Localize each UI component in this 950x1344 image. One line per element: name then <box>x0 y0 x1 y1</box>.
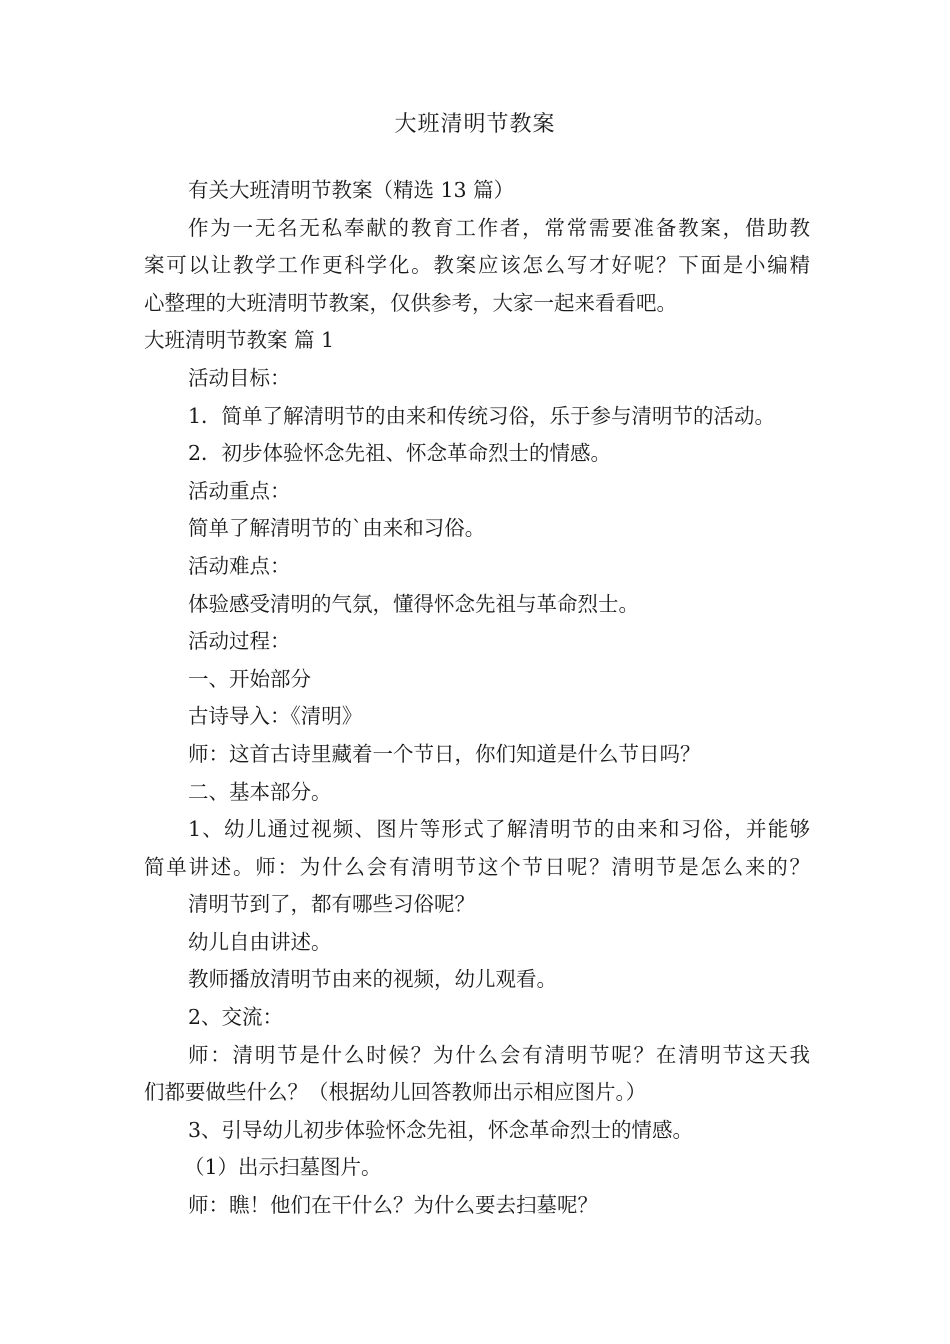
paragraph-line: 师：清明节是什么时候？为什么会有清明节呢？在清明节这天我 <box>188 1042 810 1067</box>
paragraph-line: （1）出示扫墓图片。 <box>184 1155 382 1180</box>
paragraph-line: 古诗导入：《清明》 <box>188 704 363 729</box>
subtitle-line: 有关大班清明节教案（精选 13 篇） <box>188 178 515 202</box>
paragraph-line: 活动难点： <box>188 553 291 578</box>
paragraph-line: 们都要做些什么？（根据幼儿回答教师出示相应图片。） <box>144 1080 647 1105</box>
document-body <box>144 172 810 1225</box>
paragraph-line: 师：这首古诗里藏着一个节日，你们知道是什么节日吗？ <box>188 741 701 766</box>
paragraph-line: 简单了解清明节的`由来和习俗。 <box>188 516 486 541</box>
paragraph-line: 幼儿自由讲述。 <box>188 929 332 954</box>
paragraph-line: 活动重点： <box>188 478 291 503</box>
paragraph-line: 2、交流： <box>188 1005 284 1030</box>
paragraph-line: 清明节到了，都有哪些习俗呢？ <box>188 892 475 917</box>
paragraph-line: 3、引导幼儿初步体验怀念先祖，怀念革命烈士的情感。 <box>188 1117 694 1142</box>
paragraph-line: 1、幼儿通过视频、图片等形式了解清明节的由来和习俗，并能够 <box>188 817 810 842</box>
paragraph-line: 教师播放清明节由来的视频，幼儿观看。 <box>188 967 557 992</box>
paragraph-line: 1．简单了解清明节的由来和传统习俗，乐于参与清明节的活动。 <box>188 403 776 428</box>
paragraph-line: 一、开始部分 <box>188 666 311 691</box>
paragraph-line: 活动目标： <box>188 365 291 390</box>
section-heading: 大班清明节教案 篇 1 <box>144 328 335 353</box>
paragraph-line: 作为一无名无私奉献的教育工作者，常常需要准备教案，借助教 <box>188 215 810 240</box>
document-title: 大班清明节教案 <box>394 112 556 137</box>
paragraph-line: 二、基本部分。 <box>188 779 332 804</box>
paragraph-line: 案可以让教学工作更科学化。教案应该怎么写才好呢？下面是小编精 <box>144 253 810 278</box>
paragraph-line: 简单讲述。师：为什么会有清明节这个节日呢？清明节是怎么来的？ <box>144 854 810 879</box>
paragraph-line: 体验感受清明的气氛，懂得怀念先祖与革命烈士。 <box>188 591 639 616</box>
paragraph-line: 心整理的大班清明节教案，仅供参考，大家一起来看看吧。 <box>144 290 677 315</box>
paragraph-line: 师：瞧！他们在干什么？为什么要去扫墓呢？ <box>188 1193 598 1218</box>
paragraph-line: 活动过程： <box>188 629 291 654</box>
paragraph-line: 2．初步体验怀念先祖、怀念革命烈士的情感。 <box>188 441 612 466</box>
